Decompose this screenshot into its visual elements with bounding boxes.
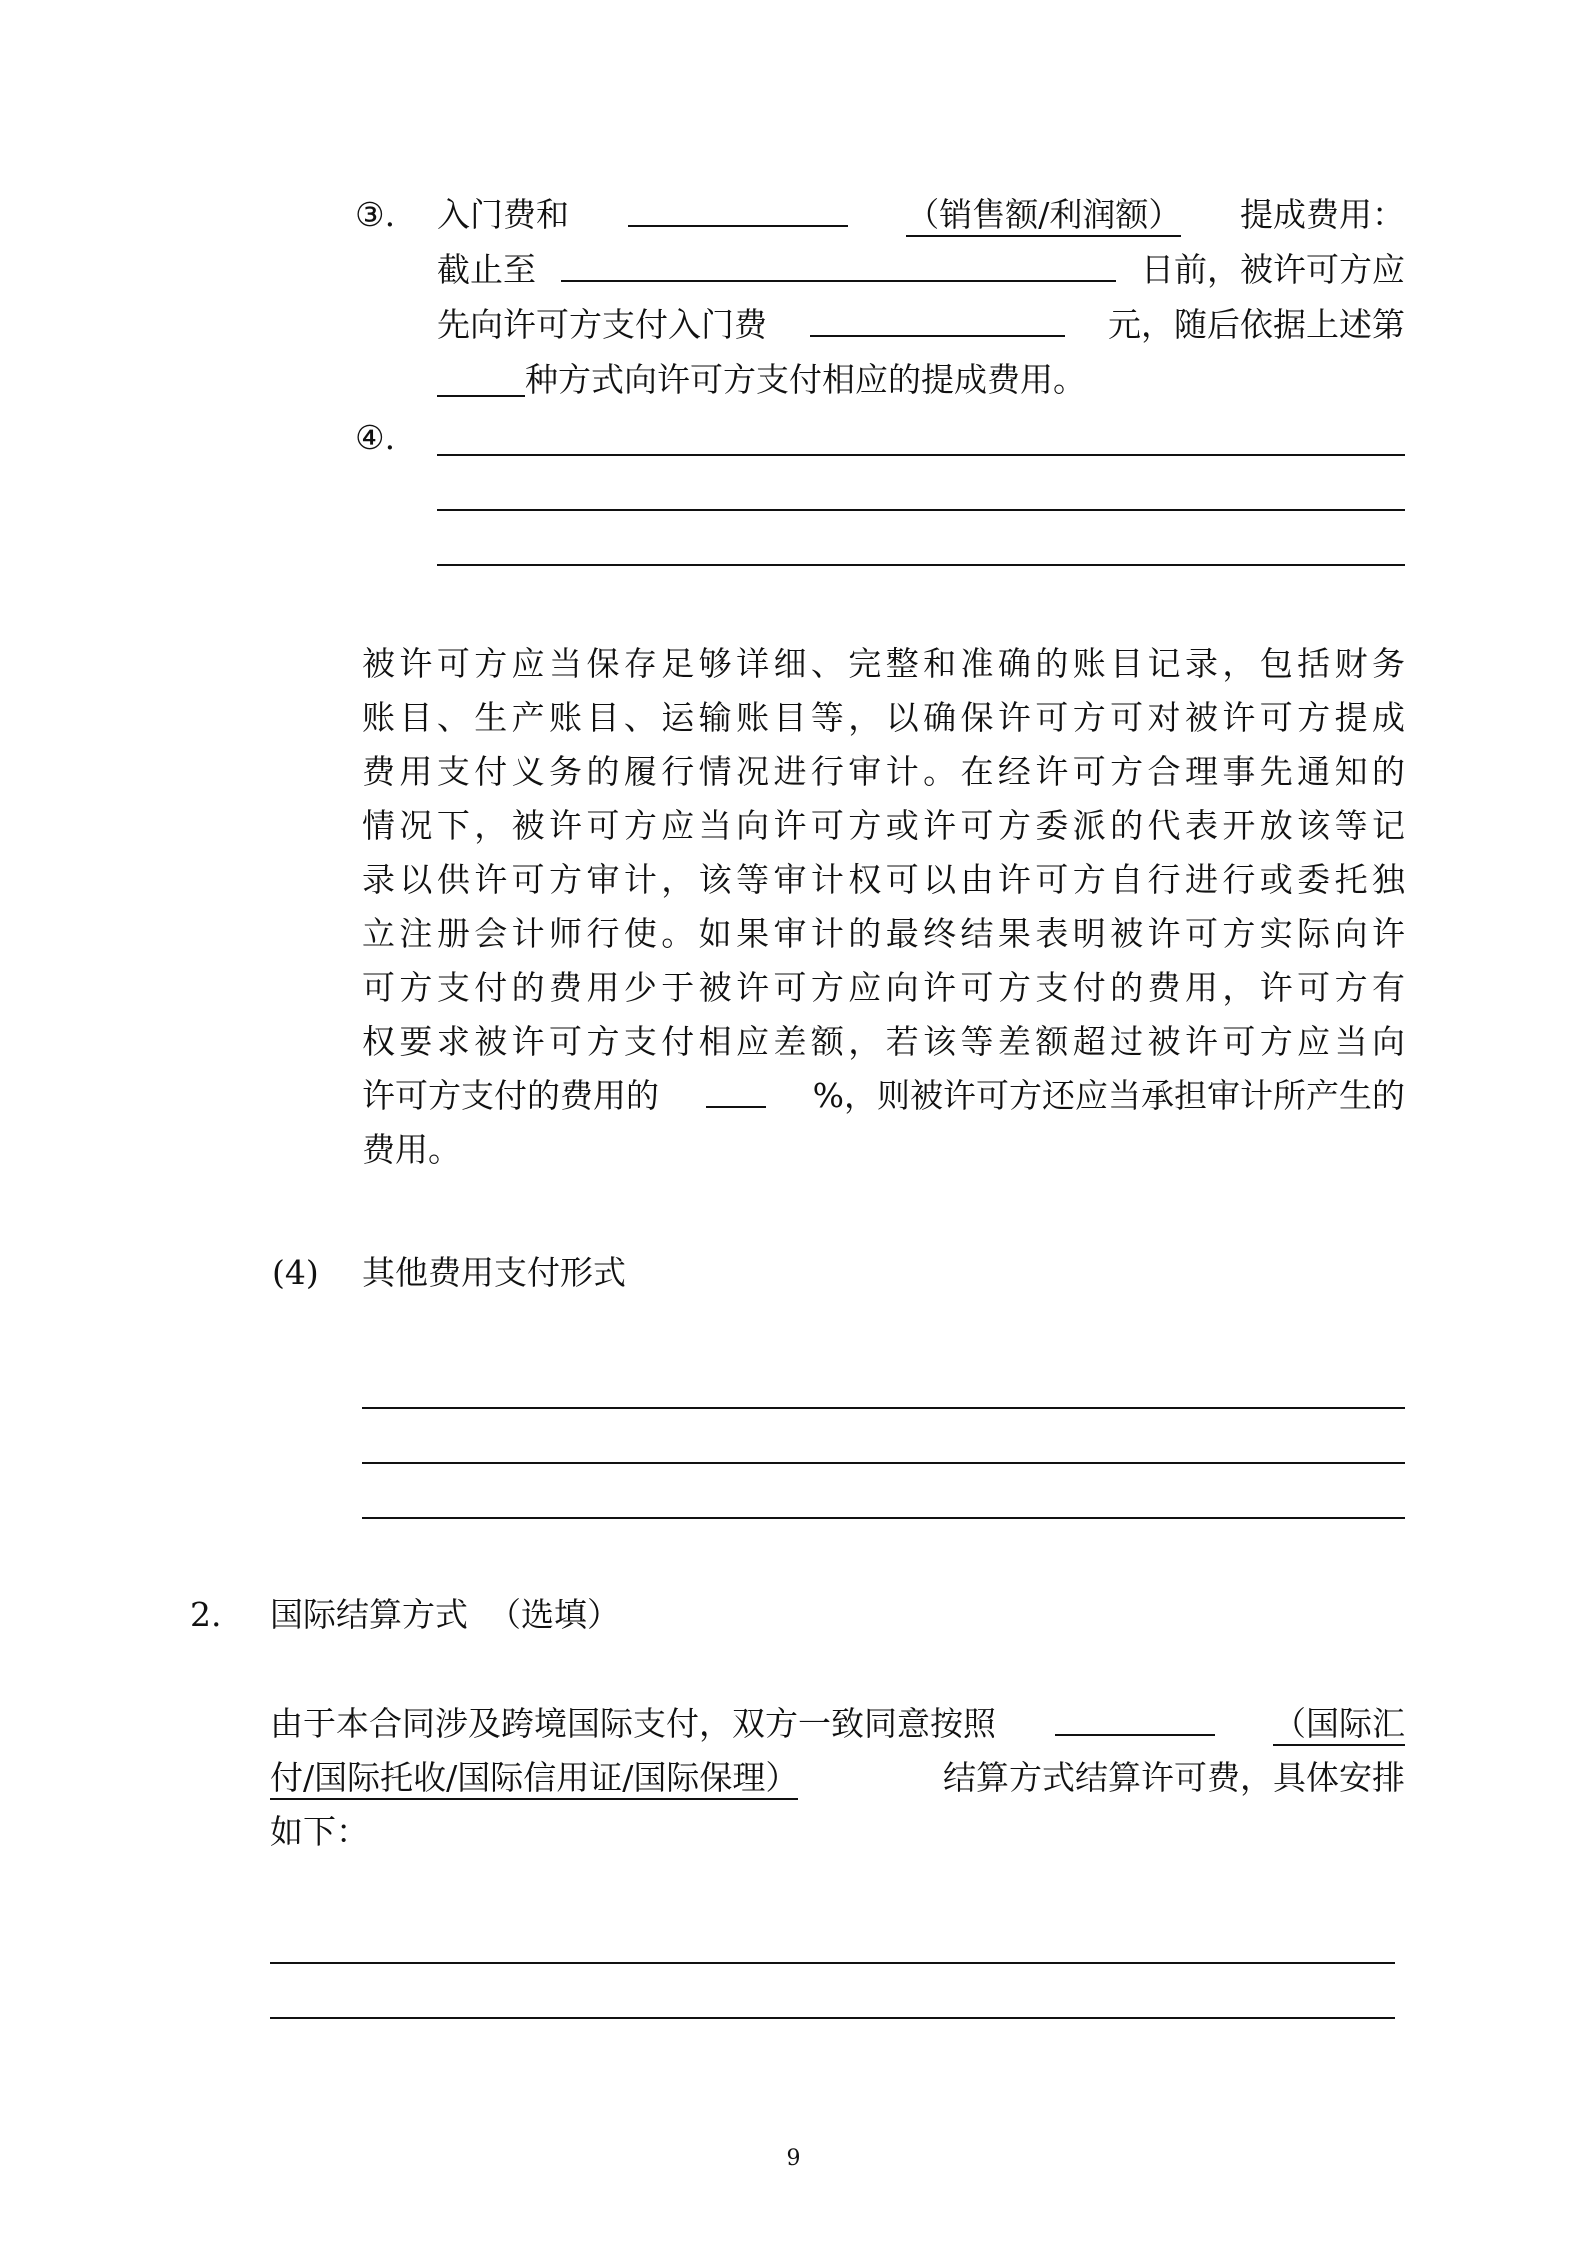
settlement-fill-line-2[interactable] bbox=[270, 2017, 1395, 2019]
settlement-line-1 bbox=[270, 1704, 1405, 1746]
audit-line-8: 权 要 求 被 许 可 方 支 付 相 应 差 额 ， 若 该 等 差 额 超 过 被 许 可 方 应 当 向 bbox=[362, 1022, 1405, 1061]
audit-percent-suffix: %，则被许可方还应当承担审计所产生的 bbox=[812, 1076, 1405, 1115]
settlement-method-blank[interactable] bbox=[1055, 1704, 1215, 1736]
section-2-title bbox=[270, 1595, 620, 1635]
item-3-line-2 bbox=[437, 250, 1405, 290]
audit-line-5: 录 以 供 许 可 方 审 计 ， 该 等 审 计 权 可 以 由 许 可 方 自 行 进 行 或 委 托 独 bbox=[362, 860, 1405, 899]
section-4-title: 其他费用支付形式 bbox=[362, 1253, 626, 1292]
deadline-suffix: 日前，被许可方应 bbox=[1141, 250, 1405, 289]
section-4-fill-line-3[interactable] bbox=[362, 1517, 1405, 1519]
section-4-fill-line-1[interactable] bbox=[362, 1407, 1405, 1409]
item-4-fill-line-2[interactable] bbox=[437, 509, 1405, 511]
deadline-date-blank[interactable] bbox=[561, 250, 1116, 282]
item-3-line-4 bbox=[437, 360, 1086, 400]
item-3-line-1 bbox=[437, 195, 1405, 237]
entry-fee-suffix: 元，随后依据上述第 bbox=[1108, 305, 1405, 344]
settlement-line-2 bbox=[270, 1758, 1405, 1800]
settlement-options-end: 付/国际托收/国际信用证/国际保理） bbox=[270, 1758, 798, 1800]
method-suffix: 种方式向许可方支付相应的提成费用。 bbox=[525, 360, 1086, 399]
sales-profit-option: （销售额/利润额） bbox=[906, 195, 1181, 237]
audit-percent-prefix: 许可方支付的费用的 bbox=[362, 1076, 659, 1115]
entry-fee-pay-label: 先向许可方支付入门费 bbox=[437, 305, 767, 344]
section-2-optional-note: （选填） bbox=[488, 1595, 620, 1634]
audit-line-4: 情 况 下 ， 被 许 可 方 应 当 向 许 可 方 或 许 可 方 委 派 的 代 表 开 放 该 等 记 bbox=[362, 806, 1405, 845]
deadline-label: 截止至 bbox=[437, 250, 536, 289]
settlement-fill-line-1[interactable] bbox=[270, 1962, 1395, 1964]
item-4-fill-line-3[interactable] bbox=[437, 564, 1405, 566]
audit-line-9 bbox=[362, 1076, 1405, 1116]
method-number-blank[interactable] bbox=[437, 365, 525, 397]
item-4-fill-line-1[interactable] bbox=[437, 454, 1405, 456]
settlement-suffix: 结算方式结算许可费，具体安排 bbox=[943, 1758, 1405, 1797]
item-3-marker: ③. bbox=[355, 195, 396, 234]
audit-line-1: 被 许 可 方 应 当 保 存 足 够 详 细 、 完 整 和 准 确 的 账 目 记 录 ， 包 括 财 务 bbox=[362, 644, 1405, 683]
page-number: 9 bbox=[786, 2146, 801, 2171]
settlement-options-start: （国际汇 bbox=[1273, 1704, 1405, 1746]
audit-line-7: 可 方 支 付 的 费 用 少 于 被 许 可 方 应 向 许 可 方 支 付 的 费 用 ， 许 可 方 有 bbox=[362, 968, 1405, 1007]
commission-label: 提成费用： bbox=[1240, 195, 1405, 234]
audit-line-2: 账 目 、 生 产 账 目 、 运 输 账 目 等 ， 以 确 保 许 可 方 可 对 被 许 可 方 提 成 bbox=[362, 698, 1405, 737]
section-2-heading: 国际结算方式 bbox=[270, 1595, 468, 1634]
item-4-marker: ④. bbox=[355, 418, 396, 457]
audit-line-6: 立 注 册 会 计 师 行 使 。 如 果 审 计 的 最 终 结 果 表 明 被 许 可 方 实 际 向 许 bbox=[362, 914, 1405, 953]
entry-fee-label: 入门费和 bbox=[437, 195, 569, 234]
section-2-marker: 2. bbox=[190, 1595, 222, 1634]
fee-blank[interactable] bbox=[628, 195, 848, 227]
audit-line-3: 费 用 支 付 义 务 的 履 行 情 况 进 行 审 计 。 在 经 许 可 方 合 理 事 先 通 知 的 bbox=[362, 752, 1405, 791]
settlement-line-3: 如下： bbox=[270, 1812, 369, 1851]
settlement-intro: 由于本合同涉及跨境国际支付，双方一致同意按照 bbox=[270, 1704, 996, 1743]
audit-line-10: 费用。 bbox=[362, 1130, 461, 1169]
section-4-marker: (4) bbox=[272, 1253, 319, 1292]
audit-percent-blank[interactable] bbox=[706, 1076, 766, 1108]
section-4-fill-line-2[interactable] bbox=[362, 1462, 1405, 1464]
entry-fee-amount-blank[interactable] bbox=[810, 305, 1065, 337]
item-3-line-3 bbox=[437, 305, 1405, 345]
